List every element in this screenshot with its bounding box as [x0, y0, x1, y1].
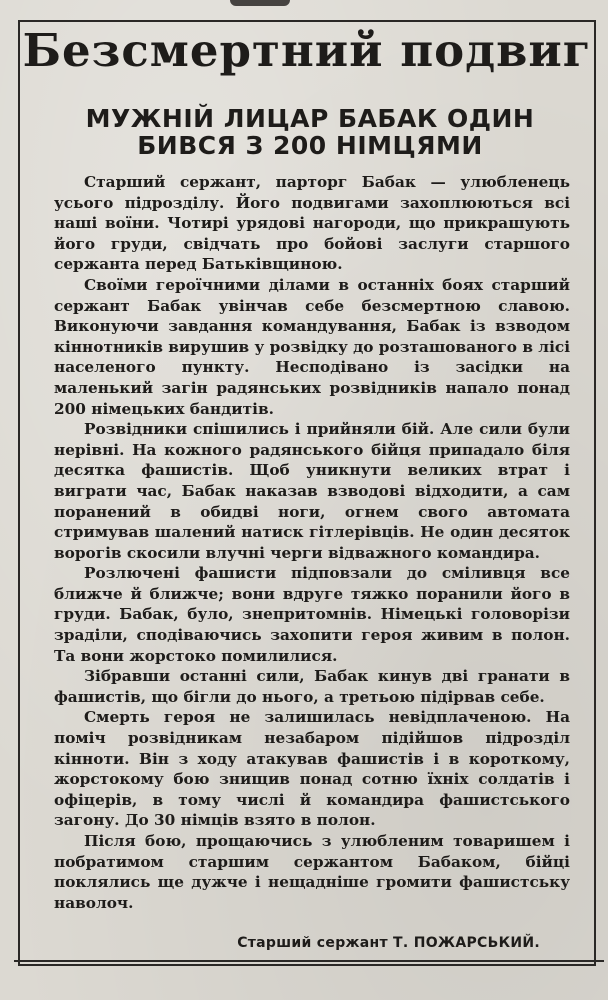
paragraph: Зібравши останні сили, Бабак кинув дві гранати в фашистів, що бігли до нього, а третьою підірвав себе. [54, 667, 570, 706]
paragraph: Розвідники спішились і прийняли бій. Але сили були нерівні. На кожного радянського бійця припадало біля десятка фашистів. Щоб уникнути великих втрат і виграти час, Бабак наказав взводові відходити, а сам поранений в обидві ноги, огнем свого автомата стримував шалений натиск гітлерівців. Не один десяток ворогів скосили влучні черги відважного командира. [54, 420, 570, 562]
top-edge-fragment [230, 0, 290, 6]
author-signature: Старший сержант Т. ПОЖАРСЬКИЙ. [237, 935, 540, 951]
paragraph: Після бою, прощаючись з улюбленим товаришем і побратимом старшим сержантом Бабаком, бійці поклялись ще дужче і нещадніше громити фашистську наволоч. [54, 832, 570, 912]
paragraph: Своїми героїчними ділами в останніх боях старший сержант Бабак увінчав себе безсмертною славою. Виконуючи завдання командування, Бабак із взводом кіннотників вирушив у розвідку до розташованого в лісі населеного пункту. Несподівано із засідки на маленький загін радянських розвідників напало понад 200 німецьких бандитів. [54, 275, 571, 418]
paragraph: Смерть героя не залишилась невідплаченою. На поміч розвідникам незабаром підійшов підрозділ кінноти. Він з ходу атакував фашистів і в короткому, жорстокому бою знищив понад сотню їхніх солдатів і офіцерів, в тому числі й командира фашистського загону. До 30 німців взято в полон. [54, 708, 570, 830]
subhead-line-1: МУЖНІЙ ЛИЦАР БАБАК ОДИН [85, 104, 535, 133]
headline: Безсмертний подвиг [22, 24, 592, 77]
subhead [60, 105, 560, 159]
paragraph: Розлючені фашисти підповзали до сміливця все ближче й ближче; вони вдруге тяжко поранили його в груди. Бабак, було, знепритомнів. Німецькі головорізи зраділи, сподіваючись захопити героя живим в полон. Та вони жорстоко помилилися. [54, 564, 570, 665]
paragraph: Старший сержант, парторг Бабак — улюбленець усього підрозділу. Його подвигами захоплюються всі наші воїни. Чотирі урядові нагороди, що прикрашують його груди, свідчать про бойові заслуги старшого сержанта перед Батьківщиною. [54, 173, 570, 274]
subhead-line-2: БИВСЯ З 200 НІМЦЯМИ [137, 131, 483, 160]
bottom-rule [14, 960, 604, 962]
article-body [54, 172, 570, 913]
